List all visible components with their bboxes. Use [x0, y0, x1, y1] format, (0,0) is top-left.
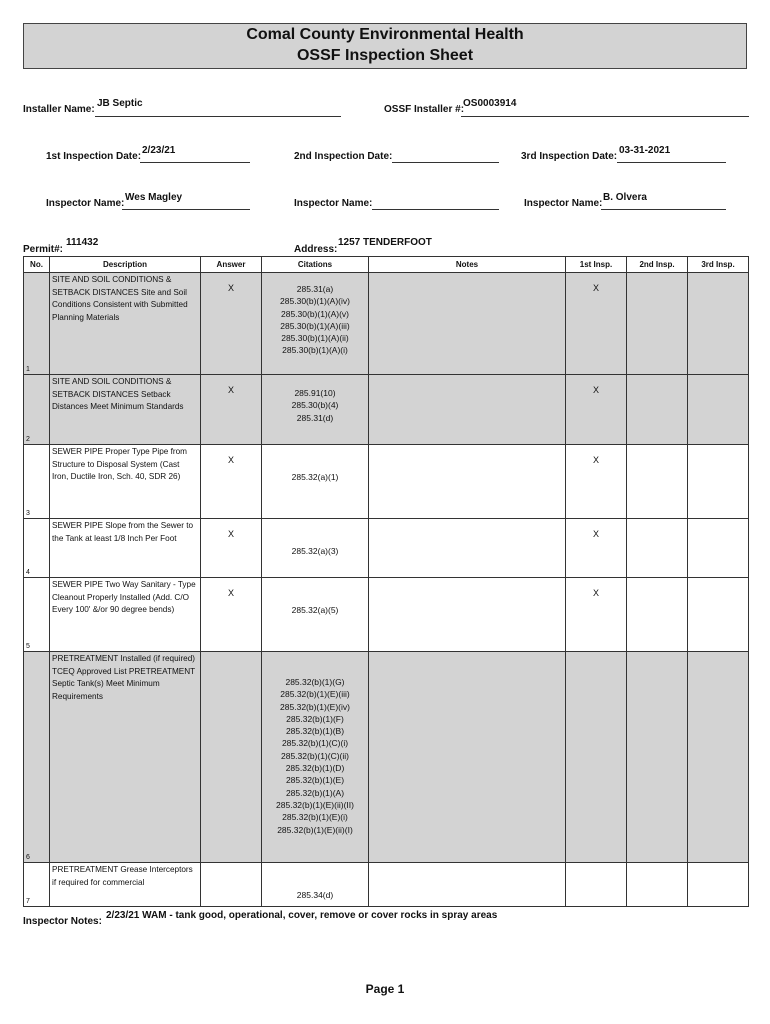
header-first-insp: 1st Insp. [566, 257, 627, 273]
row-number: 2 [24, 375, 50, 445]
row-answer: X [201, 375, 262, 445]
row-first-insp: X [566, 375, 627, 445]
row-number: 1 [24, 273, 50, 375]
first-inspection-date-line [140, 162, 250, 163]
row-third-insp [688, 863, 749, 907]
row-first-insp [566, 652, 627, 863]
row-second-insp [627, 578, 688, 652]
row-first-insp: X [566, 519, 627, 578]
citation-code: 285.30(b)(1)(A)(ii) [281, 333, 349, 344]
row-second-insp [627, 652, 688, 863]
row-first-insp [566, 863, 627, 907]
row-first-insp: X [566, 273, 627, 375]
row-notes [369, 652, 566, 863]
table-row [24, 652, 749, 863]
row-number: 3 [24, 445, 50, 519]
first-inspection-date-label: 1st Inspection Date: [46, 151, 142, 162]
installer-number-label: OSSF Installer #: [384, 104, 465, 115]
row-answer [201, 652, 262, 863]
row-number: 7 [24, 863, 50, 907]
second-inspection-date-label: 2nd Inspection Date: [294, 151, 393, 162]
row-description: PRETREATMENT Installed (if required) TCEQ Approved List PRETREATMENT Septic Tank(s) Meet Minimum Requirements [50, 652, 201, 863]
row-second-insp [627, 273, 688, 375]
row-third-insp [688, 445, 749, 519]
row-second-insp [627, 519, 688, 578]
row-third-insp [688, 375, 749, 445]
first-inspector-name-line [122, 209, 250, 210]
row-number: 4 [24, 519, 50, 578]
row-notes [369, 519, 566, 578]
row-description: PRETREATMENT Grease Interceptors if required for commercial [50, 863, 201, 907]
citation-code: 285.32(b)(1)(E)(iii) [280, 689, 350, 700]
row-first-insp: X [566, 445, 627, 519]
row-citations [262, 578, 369, 652]
header-answer: Answer [201, 257, 262, 273]
row-description: SEWER PIPE Two Way Sanitary - Type Cleanout Properly Installed (Add. C/O Every 100' &/or 90 degree bends) [50, 578, 201, 652]
citation-code: 285.32(b)(1)(C)(i) [281, 738, 349, 749]
third-inspector-name-label: Inspector Name: [524, 198, 603, 209]
row-description: SITE AND SOIL CONDITIONS & SETBACK DISTANCES Site and Soil Conditions Consistent with Submitted Planning Materials [50, 273, 201, 375]
row-answer: X [201, 519, 262, 578]
row-answer: X [201, 445, 262, 519]
citation-code: 285.32(b)(1)(A) [285, 787, 345, 798]
row-second-insp [627, 445, 688, 519]
row-notes [369, 375, 566, 445]
header-notes: Notes [369, 257, 566, 273]
citation-code: 285.32(a)(5) [291, 605, 339, 615]
inspector-notes-label: Inspector Notes: [23, 916, 102, 927]
installer-name-label: Installer Name: [23, 104, 95, 115]
row-third-insp [688, 519, 749, 578]
row-description: SITE AND SOIL CONDITIONS & SETBACK DISTANCES Setback Distances Meet Minimum Standards [50, 375, 201, 445]
third-inspection-date-value: 03-31-2021 [619, 145, 671, 156]
second-inspector-name-label: Inspector Name: [294, 198, 373, 209]
citation-code: 285.32(b)(1)(E) [285, 775, 345, 786]
citation-code: 285.32(a)(1) [291, 472, 339, 482]
table-header-row [24, 257, 749, 273]
row-description: SEWER PIPE Proper Type Pipe from Structure to Disposal System (Cast Iron, Ductile Iron, Sch. 40, SDR 26) [50, 445, 201, 519]
row-description: SEWER PIPE Slope from the Sewer to the Tank at least 1/8 Inch Per Foot [50, 519, 201, 578]
row-number: 5 [24, 578, 50, 652]
row-third-insp [688, 273, 749, 375]
table-row [24, 375, 749, 445]
row-citations [262, 445, 369, 519]
table-row [24, 863, 749, 907]
header-second-insp: 2nd Insp. [627, 257, 688, 273]
inspection-checklist-table [23, 256, 749, 907]
row-citations [262, 652, 369, 863]
citation-code: 285.32(b)(1)(G) [285, 677, 345, 687]
address-value: 1257 TENDERFOOT [338, 237, 432, 248]
citation-code: 285.34(d) [296, 890, 334, 900]
row-second-insp [627, 863, 688, 907]
third-inspector-name-line [601, 209, 726, 210]
row-citations [262, 863, 369, 907]
second-inspector-name-line [372, 209, 499, 210]
first-inspection-date-value: 2/23/21 [142, 145, 176, 156]
citation-code: 285.32(b)(1)(E)(i) [282, 812, 348, 823]
citation-code: 285.31(d) [296, 412, 334, 423]
third-inspection-date-line [617, 162, 726, 163]
installer-number-value: OS0003914 [463, 98, 517, 109]
row-first-insp: X [566, 578, 627, 652]
first-inspector-name-label: Inspector Name: [46, 198, 125, 209]
row-answer: X [201, 273, 262, 375]
citation-code: 285.30(b)(1)(A)(i) [282, 345, 348, 356]
citation-code: 285.32(b)(1)(D) [285, 763, 345, 774]
table-row [24, 519, 749, 578]
table-row [24, 445, 749, 519]
citation-code: 285.32(a)(3) [291, 546, 339, 556]
citation-code: 285.31(a) [296, 284, 334, 294]
citation-code: 285.32(b)(1)(F) [286, 713, 344, 724]
row-citations [262, 273, 369, 375]
table-row [24, 273, 749, 375]
row-answer [201, 863, 262, 907]
header-description: Description [50, 257, 201, 273]
citation-code: 285.30(b)(4) [291, 400, 339, 411]
table-row [24, 578, 749, 652]
second-inspection-date-line [392, 162, 499, 163]
row-citations [262, 519, 369, 578]
form-title-line1: Comal County Environmental Health [246, 26, 524, 43]
installer-number-line [461, 116, 749, 117]
row-answer: X [201, 578, 262, 652]
citation-code: 285.30(b)(1)(A)(iii) [280, 320, 350, 331]
header-citations: Citations [262, 257, 369, 273]
row-second-insp [627, 375, 688, 445]
citation-code: 285.32(b)(1)(B) [285, 726, 345, 737]
page-number: Page 1 [365, 982, 405, 996]
row-notes [369, 273, 566, 375]
citation-code: 285.32(b)(1)(E)(ii)(I) [277, 824, 353, 835]
row-third-insp [688, 652, 749, 863]
row-third-insp [688, 578, 749, 652]
form-title-box [23, 23, 747, 69]
citation-code: 285.91(10) [294, 388, 336, 398]
row-notes [369, 863, 566, 907]
row-notes [369, 578, 566, 652]
citation-code: 285.30(b)(1)(A)(iv) [280, 296, 350, 307]
installer-name-value: JB Septic [97, 98, 143, 109]
row-citations [262, 375, 369, 445]
address-label: Address: [294, 244, 338, 255]
citation-code: 285.32(b)(1)(C)(ii) [280, 750, 349, 761]
citation-code: 285.32(b)(1)(E)(ii)(II) [276, 799, 354, 810]
header-third-insp: 3rd Insp. [688, 257, 749, 273]
third-inspector-name-value: B. Olvera [603, 192, 647, 203]
permit-label: Permit#: [23, 244, 64, 255]
row-number: 6 [24, 652, 50, 863]
permit-value: 111432 [66, 237, 99, 248]
header-no: No. [24, 257, 50, 273]
third-inspection-date-label: 3rd Inspection Date: [521, 151, 618, 162]
citation-code: 285.30(b)(1)(A)(v) [280, 308, 350, 319]
table-body [24, 273, 749, 907]
inspector-notes-value: 2/23/21 WAM - tank good, operational, cover, remove or cover rocks in spray areas [106, 910, 498, 921]
citation-code: 285.32(b)(1)(E)(iv) [280, 701, 350, 712]
first-inspector-name-value: Wes Magley [125, 192, 183, 203]
form-title-line2: OSSF Inspection Sheet [296, 47, 474, 64]
installer-name-line [95, 116, 341, 117]
row-notes [369, 445, 566, 519]
